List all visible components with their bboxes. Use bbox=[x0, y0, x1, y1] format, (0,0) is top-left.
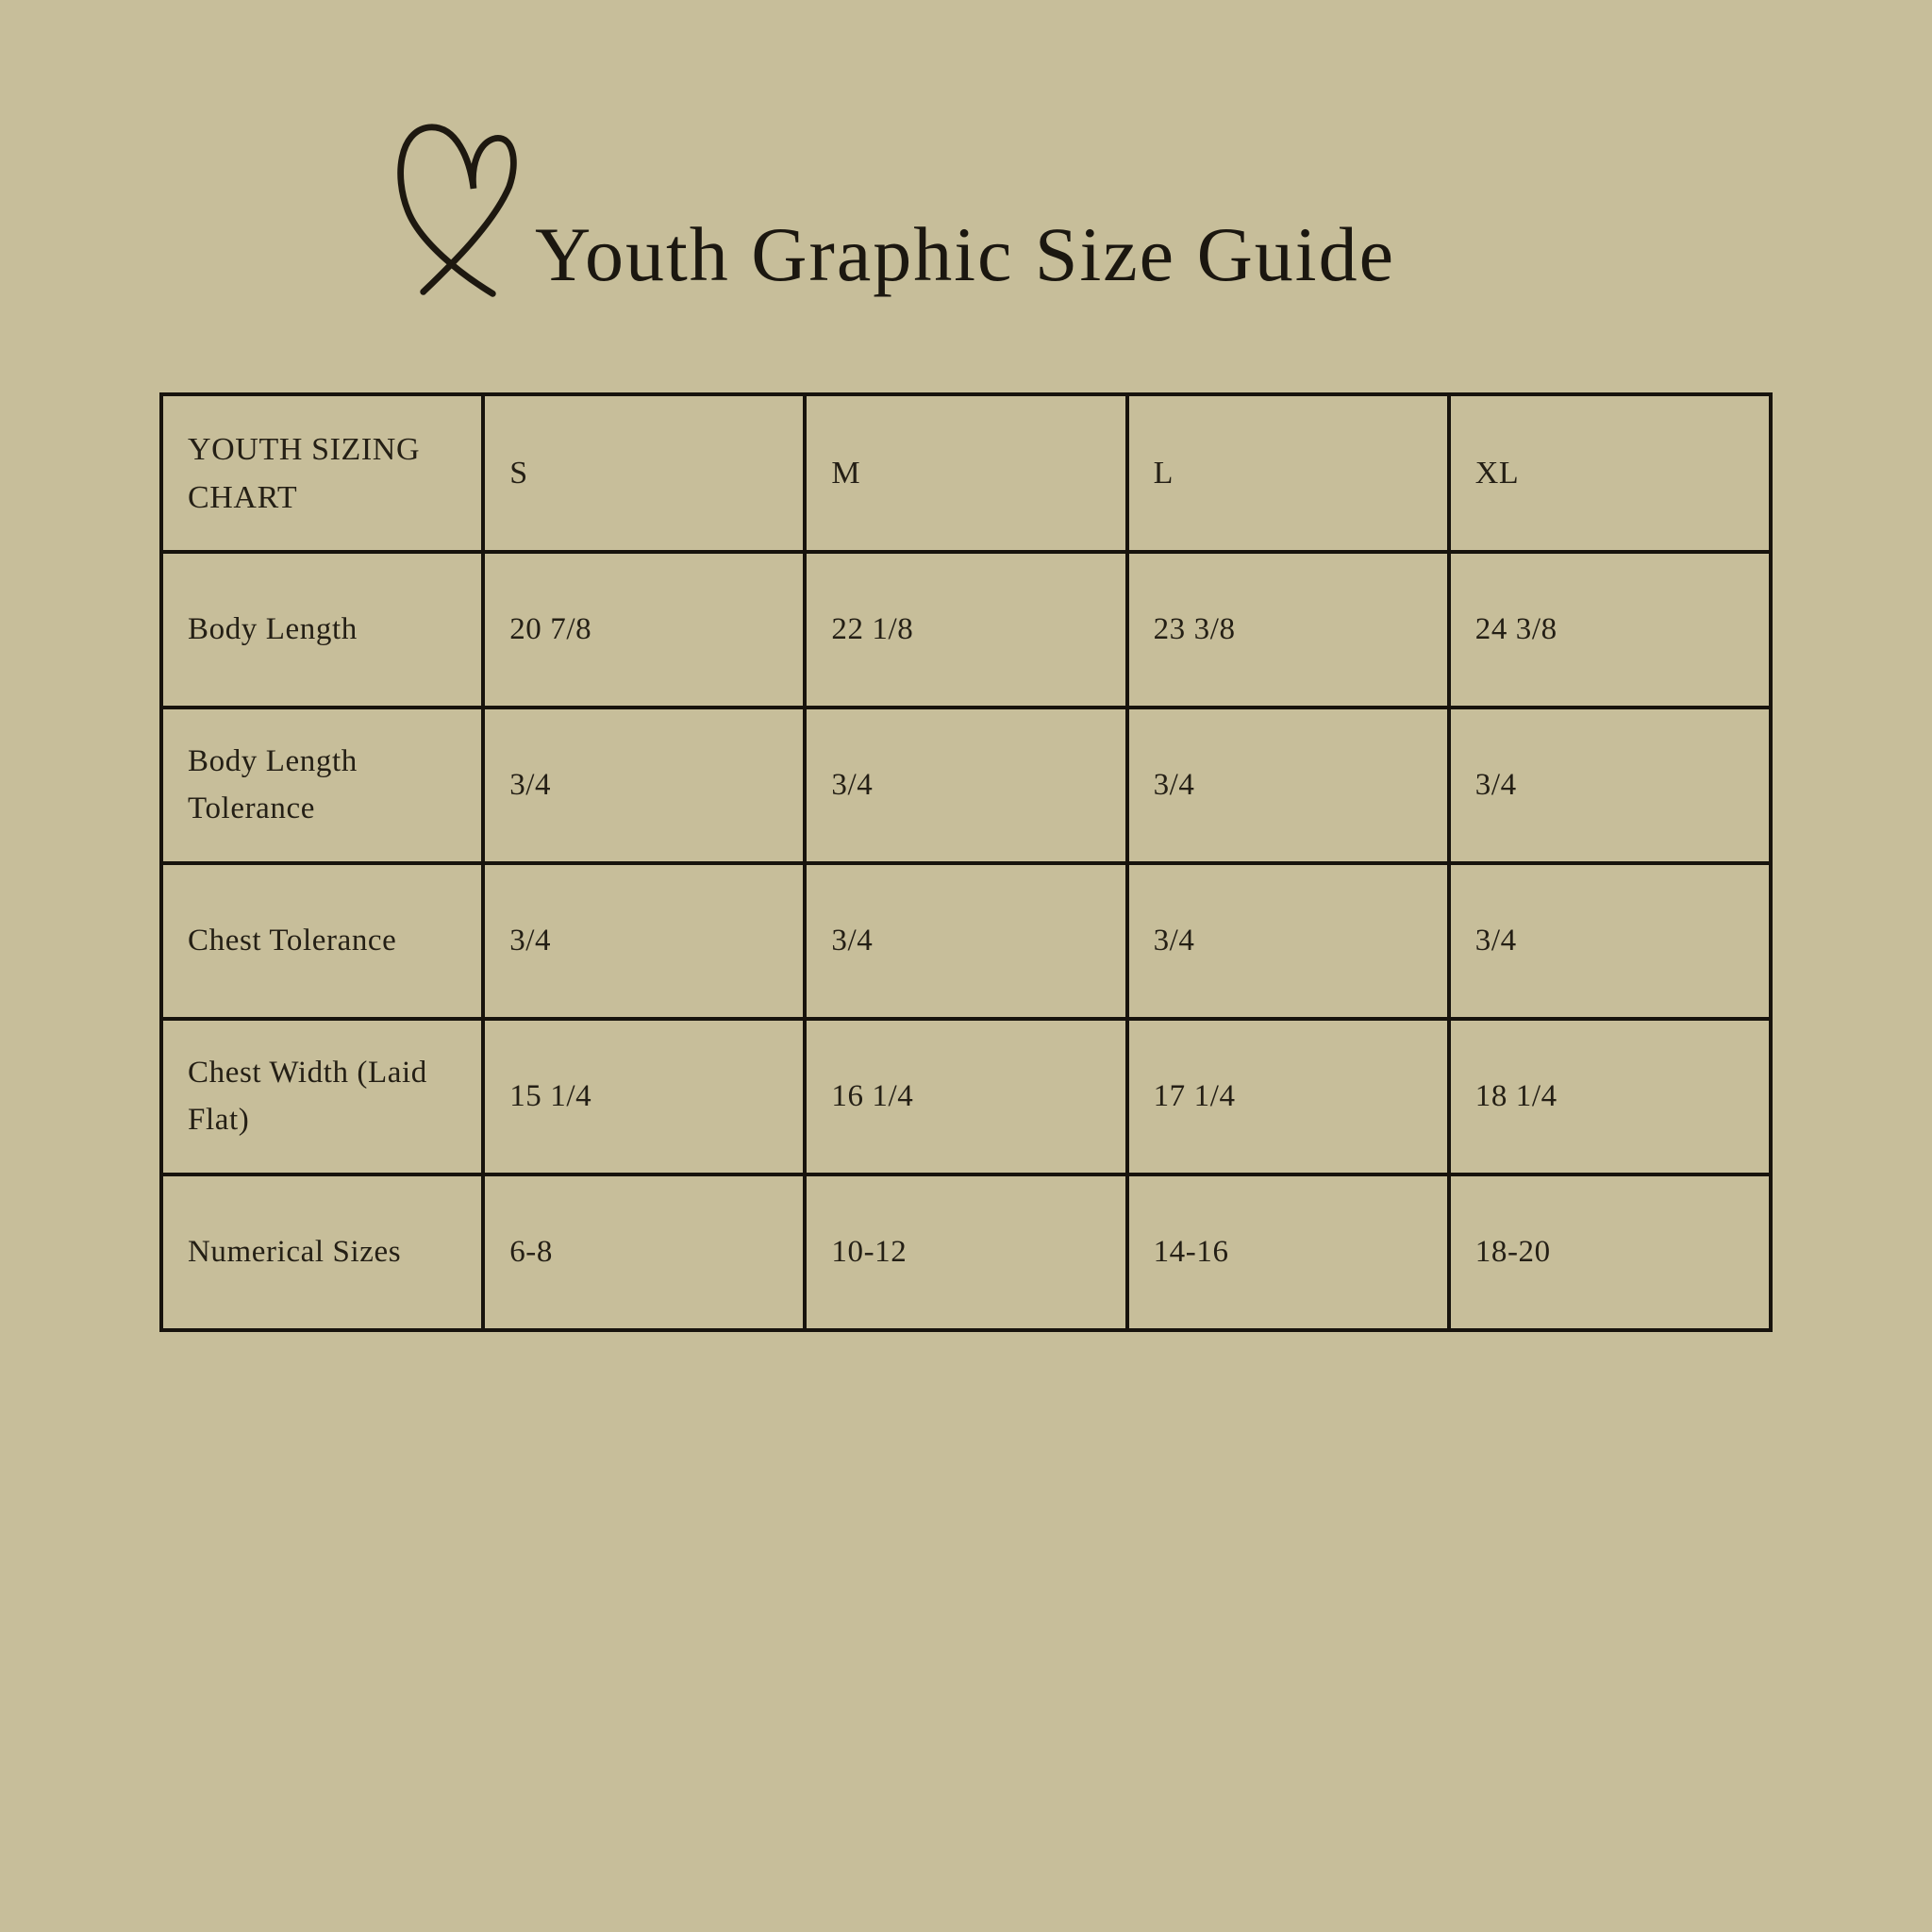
table-cell: 14-16 bbox=[1127, 1174, 1449, 1330]
table-row-chest-width bbox=[161, 1019, 1771, 1174]
table-cell: 3/4 bbox=[805, 708, 1126, 863]
table-row-numerical-sizes bbox=[161, 1174, 1771, 1330]
heart-icon bbox=[385, 104, 531, 297]
table-header-cell-xl: XL bbox=[1449, 394, 1771, 552]
table-header-cell-s: S bbox=[483, 394, 805, 552]
table-row-body-length bbox=[161, 552, 1771, 708]
row-label: Body Length Tolerance bbox=[161, 708, 483, 863]
row-label: Chest Tolerance bbox=[161, 863, 483, 1019]
row-label: Numerical Sizes bbox=[161, 1174, 483, 1330]
table-cell: 24 3/8 bbox=[1449, 552, 1771, 708]
table-cell: 23 3/8 bbox=[1127, 552, 1449, 708]
table-cell: 18 1/4 bbox=[1449, 1019, 1771, 1174]
table-cell: 3/4 bbox=[805, 863, 1126, 1019]
table-cell: 18-20 bbox=[1449, 1174, 1771, 1330]
table-cell: 10-12 bbox=[805, 1174, 1126, 1330]
page-header bbox=[385, 104, 1395, 297]
table-cell: 16 1/4 bbox=[805, 1019, 1126, 1174]
table-cell: 20 7/8 bbox=[483, 552, 805, 708]
table-header-cell-l: L bbox=[1127, 394, 1449, 552]
table-header-cell-label: YOUTH SIZING CHART bbox=[161, 394, 483, 552]
table-row-body-length-tolerance bbox=[161, 708, 1771, 863]
table-cell: 3/4 bbox=[483, 863, 805, 1019]
table-cell: 3/4 bbox=[1127, 863, 1449, 1019]
table-cell: 17 1/4 bbox=[1127, 1019, 1449, 1174]
table-cell: 15 1/4 bbox=[483, 1019, 805, 1174]
page-title: Youth Graphic Size Guide bbox=[535, 211, 1395, 297]
table-cell: 3/4 bbox=[1449, 863, 1771, 1019]
table-cell: 3/4 bbox=[483, 708, 805, 863]
table-cell: 3/4 bbox=[1449, 708, 1771, 863]
table-cell: 3/4 bbox=[1127, 708, 1449, 863]
table-cell: 22 1/8 bbox=[805, 552, 1126, 708]
row-label: Chest Width (Laid Flat) bbox=[161, 1019, 483, 1174]
table-cell: 6-8 bbox=[483, 1174, 805, 1330]
table-row-chest-tolerance bbox=[161, 863, 1771, 1019]
table-header-row bbox=[161, 394, 1771, 552]
row-label: Body Length bbox=[161, 552, 483, 708]
youth-sizing-table bbox=[159, 392, 1773, 1332]
table-header-cell-m: M bbox=[805, 394, 1126, 552]
